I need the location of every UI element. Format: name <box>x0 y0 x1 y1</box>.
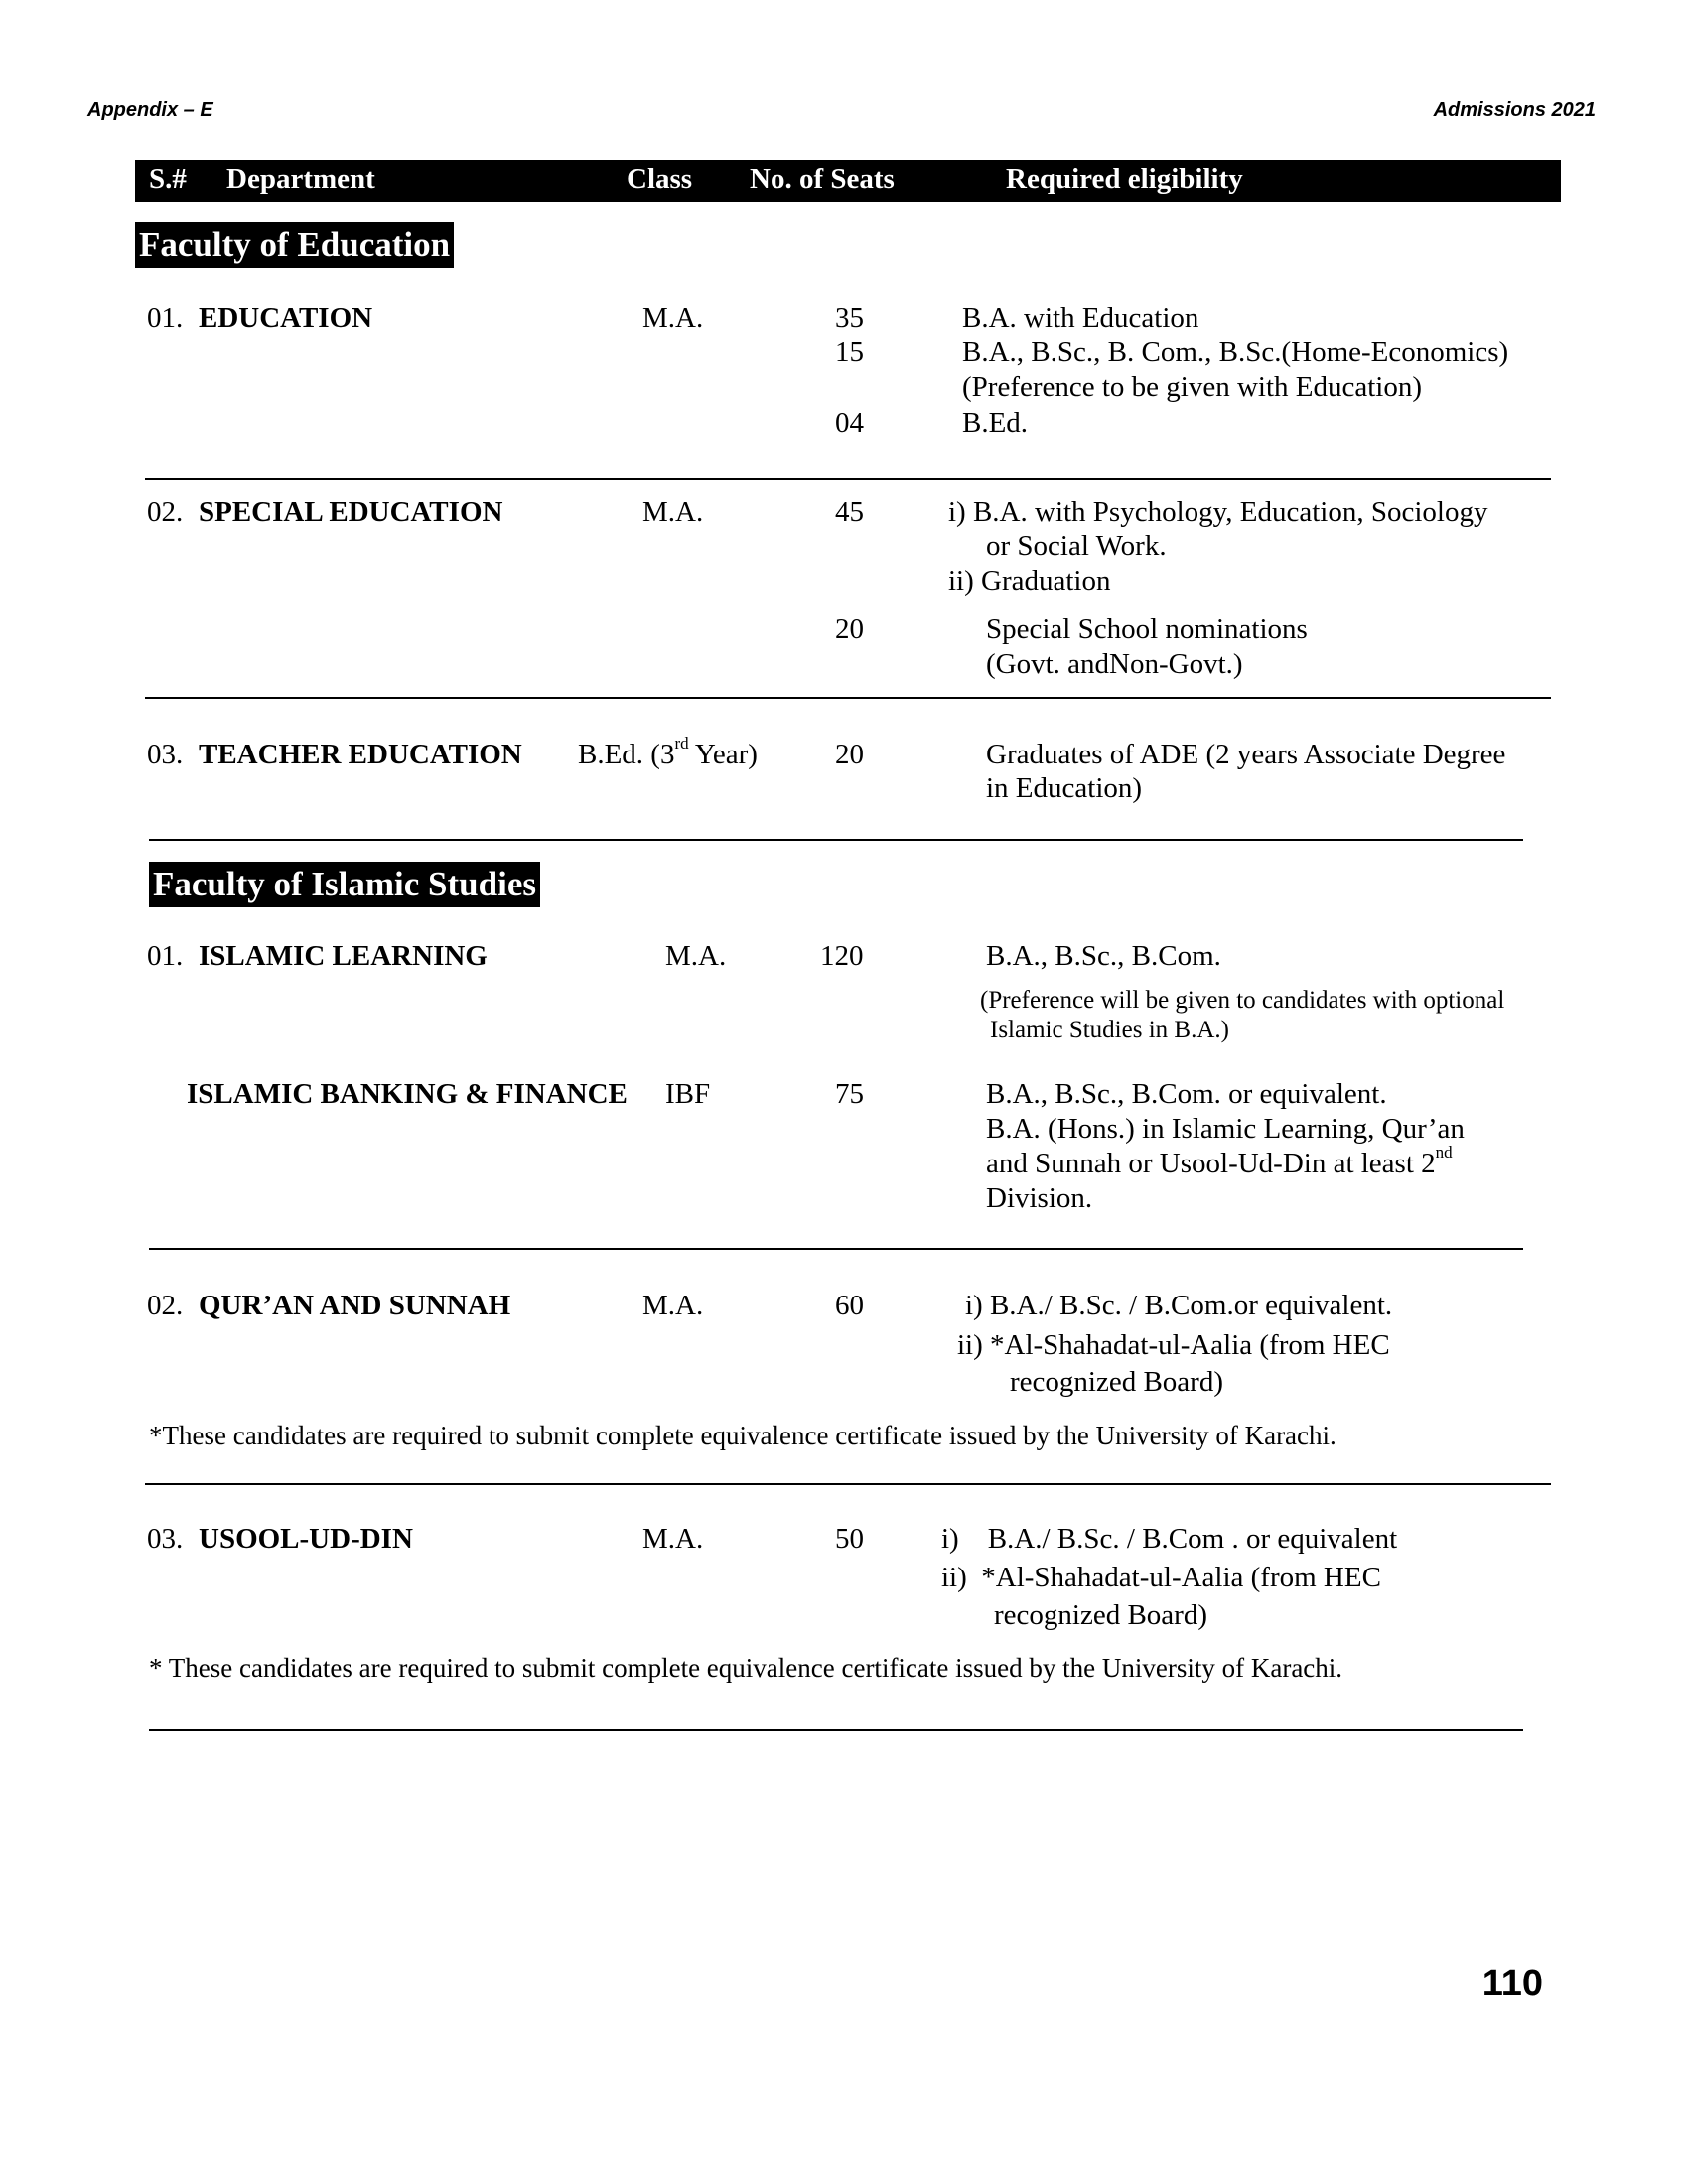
column-header-eligibility: Required eligibility <box>1006 163 1243 195</box>
column-header-department: Department <box>226 163 375 195</box>
eligibility-text: Special School nominations <box>986 614 1308 645</box>
class-value: M.A. <box>642 302 704 334</box>
eligibility-text: B.A., B.Sc., B.Com. or equivalent. <box>986 1078 1387 1110</box>
row-number: 02. <box>147 1290 184 1321</box>
running-header-left: Appendix – E <box>87 99 213 121</box>
faculty-education-title: Faculty of Education <box>135 222 454 268</box>
column-header-sno: S.# <box>149 163 187 195</box>
seats-value: 04 <box>835 407 864 439</box>
eligibility-text: i) B.A./ B.Sc. / B.Com.or equivalent. <box>965 1290 1393 1321</box>
eligibility-text: ii) *Al-Shahadat-ul-Aalia (from HEC <box>941 1562 1381 1593</box>
seats-value: 20 <box>835 614 864 645</box>
eligibility-text: (Preference to be given with Education) <box>962 371 1423 403</box>
seats-value: 60 <box>835 1290 864 1321</box>
section-divider <box>145 697 1551 699</box>
eligibility-text: recognized Board) <box>1010 1366 1223 1398</box>
eligibility-text: (Govt. andNon-Govt.) <box>986 648 1243 680</box>
section-divider <box>145 1483 1551 1485</box>
class-value: M.A. <box>642 1290 704 1321</box>
seats-value: 120 <box>820 940 864 972</box>
faculty-islamic-title: Faculty of Islamic Studies <box>149 862 540 907</box>
column-header-class: Class <box>627 163 693 195</box>
department-name: TEACHER EDUCATION <box>199 739 522 770</box>
class-value: M.A. <box>642 496 704 528</box>
class-value: B.Ed. (3rd Year) <box>578 734 758 770</box>
row-number: 03. <box>147 1523 184 1555</box>
eligibility-text: B.A., B.Sc., B.Com. <box>986 940 1221 972</box>
eligibility-text: Division. <box>986 1182 1093 1214</box>
class-value: M.A. <box>665 940 727 972</box>
eligibility-text: i) B.A./ B.Sc. / B.Com . or equivalent <box>941 1523 1398 1555</box>
class-value: IBF <box>665 1078 711 1110</box>
class-value: M.A. <box>642 1523 704 1555</box>
eligibility-note: (Preference will be given to candidates with optional <box>980 987 1505 1014</box>
department-name: ISLAMIC BANKING & FINANCE <box>187 1078 628 1110</box>
row-number: 03. <box>147 739 184 770</box>
eligibility-text: B.A. (Hons.) in Islamic Learning, Qur’an <box>986 1113 1465 1145</box>
seats-value: 15 <box>835 337 864 368</box>
department-name: QUR’AN AND SUNNAH <box>199 1290 511 1321</box>
eligibility-text: and Sunnah or Usool-Ud-Din at least 2nd <box>986 1143 1453 1179</box>
eligibility-text: ii) Graduation <box>948 565 1111 597</box>
seats-value: 45 <box>835 496 864 528</box>
section-divider <box>149 839 1523 841</box>
seats-value: 35 <box>835 302 864 334</box>
department-name: EDUCATION <box>199 302 373 334</box>
eligibility-note: Islamic Studies in B.A.) <box>990 1017 1229 1043</box>
column-header-seats: No. of Seats <box>750 163 895 195</box>
row-number: 02. <box>147 496 184 528</box>
running-header-right: Admissions 2021 <box>1433 99 1596 121</box>
seats-value: 75 <box>835 1078 864 1110</box>
department-name: SPECIAL EDUCATION <box>199 496 503 528</box>
section-divider <box>149 1729 1523 1731</box>
eligibility-text: i) B.A. with Psychology, Education, Sociology <box>948 496 1488 528</box>
page-number: 110 <box>1481 1963 1543 2004</box>
eligibility-text: B.Ed. <box>962 407 1029 439</box>
section-divider <box>145 478 1551 480</box>
eligibility-text: B.A. with Education <box>962 302 1199 334</box>
row-number: 01. <box>147 302 184 334</box>
seats-value: 50 <box>835 1523 864 1555</box>
footnote: * These candidates are required to submit complete equivalence certificate issued by the University of Karachi. <box>149 1653 1343 1683</box>
seats-value: 20 <box>835 739 864 770</box>
eligibility-text: or Social Work. <box>986 530 1167 562</box>
department-name: USOOL-UD-DIN <box>199 1523 413 1555</box>
eligibility-text: ii) *Al-Shahadat-ul-Aalia (from HEC <box>957 1329 1390 1361</box>
footnote: *These candidates are required to submit complete equivalence certificate issued by the University of Karachi. <box>149 1421 1336 1450</box>
eligibility-text: recognized Board) <box>994 1599 1207 1631</box>
eligibility-text: Graduates of ADE (2 years Associate Degree <box>986 739 1506 770</box>
eligibility-text: B.A., B.Sc., B. Com., B.Sc.(Home-Economics) <box>962 337 1509 368</box>
row-number: 01. <box>147 940 184 972</box>
department-name: ISLAMIC LEARNING <box>199 940 488 972</box>
eligibility-text: in Education) <box>986 772 1143 804</box>
section-divider <box>149 1248 1523 1250</box>
